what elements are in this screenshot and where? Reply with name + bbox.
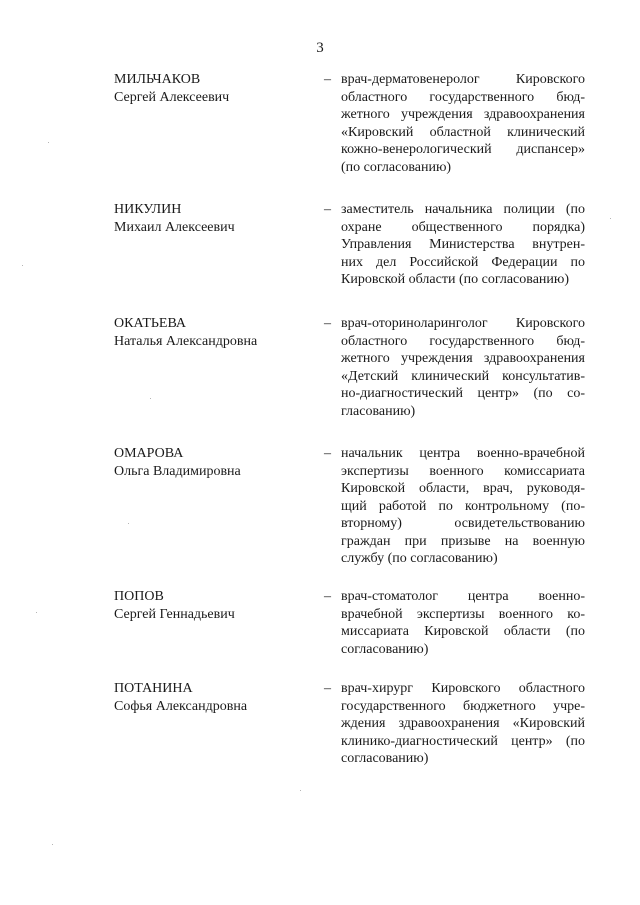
member-name: [114, 445, 314, 480]
role-line: охране общественного порядка): [341, 219, 585, 235]
scan-speck: [52, 844, 53, 845]
member-surname: ОКАТЬЕВА: [114, 316, 187, 331]
member-entry: [0, 201, 640, 321]
member-role: [341, 201, 585, 289]
dash-separator: –: [324, 681, 331, 696]
dash-separator: –: [324, 202, 331, 217]
role-line: щий работой по контрольному (по-: [341, 498, 585, 514]
member-given-names: Сергей Геннадьевич: [114, 606, 235, 622]
scan-speck: [128, 523, 129, 524]
member-name: [114, 71, 314, 106]
role-line: «Детский клинический консультатив-: [341, 368, 585, 384]
role-line: врач-дерматовенеролог Кировского: [341, 72, 585, 87]
role-line: областного государственного бюд-: [341, 333, 585, 349]
scan-speck: [300, 790, 301, 791]
role-line: Кировской области (по согласованию): [341, 272, 570, 287]
role-line: «Кировский областной клинический: [341, 124, 585, 140]
role-line: службу (по согласованию): [341, 551, 498, 566]
member-surname: ОМАРОВА: [114, 446, 184, 461]
member-role: [341, 588, 585, 658]
role-line: врач-стоматолог центра военно-: [341, 589, 585, 604]
member-entry: [0, 315, 640, 435]
role-line: начальник центра военно-врачебной: [341, 446, 585, 461]
role-line: них дел Российской Федерации по: [341, 254, 585, 270]
role-line: (по согласованию): [341, 159, 452, 175]
member-entry: [0, 445, 640, 585]
member-given-names: Сергей Алексеевич: [114, 89, 230, 105]
role-line: гласованию): [341, 403, 416, 419]
dash-separator: –: [324, 316, 331, 331]
role-line: заместитель начальника полиции (по: [341, 202, 585, 217]
role-line: вторному) освидетельствованию: [341, 516, 585, 531]
role-line: клинико-диагностический центр» (по: [341, 733, 585, 749]
scan-speck: [48, 142, 49, 143]
role-line: но-диагностический центр» (по со-: [341, 386, 585, 401]
role-line: врач-хирург Кировского областного: [341, 681, 585, 696]
role-line: миссариата Кировской области (по: [341, 624, 585, 639]
member-name: [114, 680, 314, 715]
member-role: [341, 680, 585, 768]
member-entry: [0, 680, 640, 800]
role-line: ждения здравоохранения «Кировский: [341, 716, 585, 731]
role-line: областного государственного бюд-: [341, 89, 585, 105]
member-role: [341, 315, 585, 420]
role-line: кожно-венерологический диспансер»: [341, 142, 585, 157]
member-given-names: Софья Александровна: [114, 698, 248, 714]
member-given-names: Михаил Алексеевич: [114, 219, 235, 235]
member-surname: НИКУЛИН: [114, 202, 182, 217]
role-line: согласованию): [341, 751, 429, 766]
scan-speck: [610, 218, 611, 219]
member-role: [341, 445, 585, 568]
role-line: жетного учреждения здравоохранения: [341, 107, 585, 122]
role-line: врачебной экспертизы военного ко-: [341, 606, 585, 622]
role-line: врач-оториноларинголог Кировского: [341, 316, 585, 331]
member-name: [114, 588, 314, 623]
dash-separator: –: [324, 72, 331, 87]
role-line: согласованию): [341, 641, 429, 657]
member-given-names: Ольга Владимировна: [114, 463, 241, 479]
role-line: экспертизы военного комиссариата: [341, 463, 585, 479]
scan-speck: [22, 265, 23, 266]
member-name: [114, 315, 314, 350]
role-line: граждан при призыве на военную: [341, 533, 585, 549]
member-given-names: Наталья Александровна: [114, 333, 258, 349]
member-name: [114, 201, 314, 236]
member-surname: ПОПОВ: [114, 589, 164, 604]
role-line: жетного учреждения здравоохранения: [341, 351, 585, 366]
scan-speck: [36, 612, 37, 613]
scan-speck: [150, 398, 151, 399]
member-surname: МИЛЬЧАКОВ: [114, 72, 201, 87]
role-line: Управления Министерства внутрен-: [341, 237, 585, 252]
page-number: 3: [316, 40, 324, 56]
member-surname: ПОТАНИНА: [114, 681, 193, 696]
dash-separator: –: [324, 589, 331, 604]
role-line: Кировской области, врач, руководя-: [341, 481, 585, 496]
member-entry: [0, 71, 640, 191]
dash-separator: –: [324, 446, 331, 461]
member-role: [341, 71, 585, 176]
role-line: государственного бюджетного учре-: [341, 698, 585, 714]
